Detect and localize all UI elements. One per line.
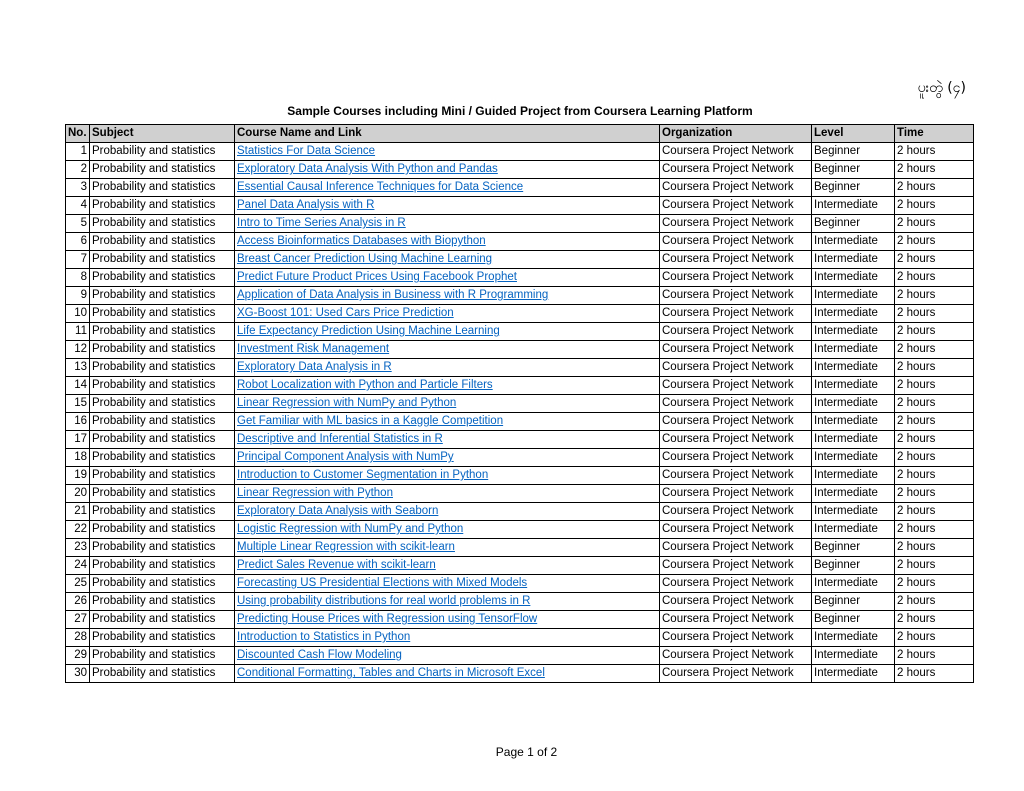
row-organization: Coursera Project Network [660,377,812,395]
row-course-link[interactable]: Linear Regression with NumPy and Python [237,397,457,409]
row-level: Intermediate [812,305,895,323]
row-organization: Coursera Project Network [660,413,812,431]
row-level: Intermediate [812,485,895,503]
row-number: 13 [66,359,90,377]
row-time: 2 hours [895,539,974,557]
row-time: 2 hours [895,341,974,359]
row-time: 2 hours [895,395,974,413]
row-level: Intermediate [812,665,895,683]
row-course-link[interactable]: Robot Localization with Python and Particle Filters [237,379,493,391]
row-time: 2 hours [895,251,974,269]
row-subject: Probability and statistics [90,503,235,521]
row-organization: Coursera Project Network [660,647,812,665]
row-time: 2 hours [895,467,974,485]
row-organization: Coursera Project Network [660,503,812,521]
row-course-cell [235,269,660,287]
row-course-cell [235,611,660,629]
table-row [66,647,974,665]
row-subject: Probability and statistics [90,647,235,665]
row-number: 19 [66,467,90,485]
row-level: Intermediate [812,341,895,359]
row-course-cell [235,449,660,467]
row-level: Intermediate [812,269,895,287]
table-row [66,593,974,611]
table-row [66,503,974,521]
row-course-cell [235,161,660,179]
row-course-link[interactable]: Using probability distributions for real world problems in R [237,595,531,607]
table-row [66,611,974,629]
row-subject: Probability and statistics [90,305,235,323]
row-level: Intermediate [812,521,895,539]
table-row [66,521,974,539]
table-row [66,359,974,377]
row-time: 2 hours [895,557,974,575]
row-organization: Coursera Project Network [660,521,812,539]
row-course-link[interactable]: Investment Risk Management [237,343,390,355]
row-course-cell [235,179,660,197]
page-number: Page 1 of 2 [495,745,558,759]
row-subject: Probability and statistics [90,611,235,629]
row-course-link[interactable]: Exploratory Data Analysis with Seaborn [237,505,439,517]
row-organization: Coursera Project Network [660,341,812,359]
row-course-cell [235,215,660,233]
row-subject: Probability and statistics [90,287,235,305]
row-number: 23 [66,539,90,557]
row-time: 2 hours [895,431,974,449]
row-organization: Coursera Project Network [660,179,812,197]
table-row [66,197,974,215]
row-course-cell [235,359,660,377]
table-row [66,143,974,161]
courses-table [65,124,974,683]
row-organization: Coursera Project Network [660,575,812,593]
row-number: 8 [66,269,90,287]
row-subject: Probability and statistics [90,215,235,233]
table-row [66,557,974,575]
table-row [66,467,974,485]
row-time: 2 hours [895,593,974,611]
row-course-cell [235,377,660,395]
row-number: 1 [66,143,90,161]
row-subject: Probability and statistics [90,197,235,215]
row-time: 2 hours [895,575,974,593]
col-header-time: Time [895,125,974,143]
row-subject: Probability and statistics [90,575,235,593]
row-course-cell [235,647,660,665]
row-level: Intermediate [812,359,895,377]
row-course-link[interactable]: Descriptive and Inferential Statistics in R [237,433,443,445]
row-organization: Coursera Project Network [660,665,812,683]
table-row [66,413,974,431]
row-course-cell [235,503,660,521]
row-time: 2 hours [895,197,974,215]
row-number: 5 [66,215,90,233]
row-time: 2 hours [895,359,974,377]
row-organization: Coursera Project Network [660,359,812,377]
row-level: Beginner [812,557,895,575]
table-row [66,575,974,593]
row-level: Intermediate [812,629,895,647]
row-level: Beginner [812,215,895,233]
row-course-link[interactable]: Life Expectancy Prediction Using Machine Learning [237,325,500,337]
row-level: Intermediate [812,233,895,251]
row-organization: Coursera Project Network [660,449,812,467]
row-level: Intermediate [812,287,895,305]
row-organization: Coursera Project Network [660,143,812,161]
row-level: Intermediate [812,467,895,485]
row-organization: Coursera Project Network [660,467,812,485]
row-course-link[interactable]: Linear Regression with Python [237,487,393,499]
row-level: Intermediate [812,395,895,413]
row-course-cell [235,485,660,503]
row-level: Intermediate [812,323,895,341]
row-time: 2 hours [895,647,974,665]
row-course-cell [235,233,660,251]
row-level: Beginner [812,611,895,629]
row-course-link[interactable]: Statistics For Data Science [237,145,376,157]
row-subject: Probability and statistics [90,449,235,467]
table-row [66,629,974,647]
row-number: 28 [66,629,90,647]
row-course-cell [235,305,660,323]
col-header-course: Course Name and Link [235,125,660,143]
row-course-cell [235,251,660,269]
row-level: Beginner [812,179,895,197]
row-number: 15 [66,395,90,413]
row-subject: Probability and statistics [90,485,235,503]
row-level: Intermediate [812,251,895,269]
row-course-cell [235,143,660,161]
row-course-link[interactable]: Principal Component Analysis with NumPy [237,451,454,463]
table-row [66,377,974,395]
row-subject: Probability and statistics [90,431,235,449]
row-level: Intermediate [812,197,895,215]
row-number: 29 [66,647,90,665]
row-level: Beginner [812,161,895,179]
row-course-link[interactable]: XG-Boost 101: Used Cars Price Prediction [237,307,454,319]
row-time: 2 hours [895,485,974,503]
row-course-cell [235,197,660,215]
table-row [66,287,974,305]
row-number: 4 [66,197,90,215]
row-number: 14 [66,377,90,395]
row-number: 12 [66,341,90,359]
row-subject: Probability and statistics [90,521,235,539]
row-time: 2 hours [895,179,974,197]
row-time: 2 hours [895,269,974,287]
row-organization: Coursera Project Network [660,233,812,251]
row-time: 2 hours [895,287,974,305]
row-number: 16 [66,413,90,431]
row-course-cell [235,593,660,611]
row-subject: Probability and statistics [90,341,235,359]
row-course-cell [235,467,660,485]
table-row [66,341,974,359]
row-time: 2 hours [895,413,974,431]
row-time: 2 hours [895,305,974,323]
row-course-cell [235,431,660,449]
row-course-link[interactable]: Conditional Formatting, Tables and Charts in Microsoft Excel [237,667,545,679]
row-course-cell [235,539,660,557]
row-level: Beginner [812,539,895,557]
row-course-cell [235,287,660,305]
table-row [66,251,974,269]
row-course-link[interactable]: Access Bioinformatics Databases with Biopython [237,235,486,247]
row-course-link[interactable]: Discounted Cash Flow Modeling [237,649,402,661]
table-row [66,395,974,413]
row-number: 22 [66,521,90,539]
col-header-level: Level [812,125,895,143]
row-time: 2 hours [895,143,974,161]
row-organization: Coursera Project Network [660,269,812,287]
row-subject: Probability and statistics [90,539,235,557]
row-organization: Coursera Project Network [660,197,812,215]
col-header-subject: Subject [90,125,235,143]
col-header-organization: Organization [660,125,812,143]
table-row [66,485,974,503]
row-time: 2 hours [895,377,974,395]
row-number: 11 [66,323,90,341]
row-level: Intermediate [812,647,895,665]
row-course-link[interactable]: Predict Sales Revenue with scikit-learn [237,559,436,571]
row-number: 30 [66,665,90,683]
table-row [66,665,974,683]
row-number: 20 [66,485,90,503]
table-row [66,431,974,449]
row-course-link[interactable]: Introduction to Statistics in Python [237,631,411,643]
row-course-cell [235,323,660,341]
row-subject: Probability and statistics [90,413,235,431]
row-course-cell [235,629,660,647]
row-level: Beginner [812,593,895,611]
table-row [66,449,974,467]
row-course-cell [235,557,660,575]
row-organization: Coursera Project Network [660,251,812,269]
row-number: 6 [66,233,90,251]
row-course-cell [235,395,660,413]
row-time: 2 hours [895,449,974,467]
table-row [66,305,974,323]
table-row [66,179,974,197]
row-organization: Coursera Project Network [660,431,812,449]
row-subject: Probability and statistics [90,143,235,161]
col-header-no: No. [66,125,90,143]
annex-label: ပူးတွဲ (၄) [917,80,966,96]
table-row [66,233,974,251]
row-organization: Coursera Project Network [660,539,812,557]
row-organization: Coursera Project Network [660,485,812,503]
row-number: 3 [66,179,90,197]
table-row [66,215,974,233]
row-subject: Probability and statistics [90,665,235,683]
row-time: 2 hours [895,665,974,683]
row-subject: Probability and statistics [90,467,235,485]
row-number: 21 [66,503,90,521]
row-subject: Probability and statistics [90,251,235,269]
row-subject: Probability and statistics [90,377,235,395]
row-level: Beginner [812,143,895,161]
row-course-cell [235,521,660,539]
row-course-link[interactable]: Exploratory Data Analysis With Python and Pandas [237,163,498,175]
row-course-link[interactable]: Intro to Time Series Analysis in R [237,217,406,229]
row-level: Intermediate [812,413,895,431]
row-time: 2 hours [895,161,974,179]
row-organization: Coursera Project Network [660,215,812,233]
row-subject: Probability and statistics [90,557,235,575]
row-subject: Probability and statistics [90,323,235,341]
row-level: Intermediate [812,377,895,395]
row-time: 2 hours [895,503,974,521]
row-number: 27 [66,611,90,629]
row-time: 2 hours [895,521,974,539]
row-level: Intermediate [812,449,895,467]
row-number: 9 [66,287,90,305]
row-subject: Probability and statistics [90,269,235,287]
row-organization: Coursera Project Network [660,629,812,647]
row-organization: Coursera Project Network [660,557,812,575]
row-course-link[interactable]: Exploratory Data Analysis in R [237,361,392,373]
row-number: 17 [66,431,90,449]
row-course-link[interactable]: Breast Cancer Prediction Using Machine Learning [237,253,493,265]
row-course-link[interactable]: Get Familiar with ML basics in a Kaggle Competition [237,415,504,427]
row-organization: Coursera Project Network [660,305,812,323]
row-course-link[interactable]: Logistic Regression with NumPy and Python [237,523,464,535]
row-course-link[interactable]: Panel Data Analysis with R [237,199,375,211]
row-subject: Probability and statistics [90,233,235,251]
row-level: Intermediate [812,575,895,593]
table-row [66,539,974,557]
row-subject: Probability and statistics [90,179,235,197]
row-course-link[interactable]: Application of Data Analysis in Business with R Programming [237,289,549,301]
row-course-link[interactable]: Multiple Linear Regression with scikit-learn [237,541,455,553]
row-time: 2 hours [895,611,974,629]
row-course-cell [235,341,660,359]
table-row [66,269,974,287]
row-organization: Coursera Project Network [660,611,812,629]
row-course-link[interactable]: Introduction to Customer Segmentation in Python [237,469,489,481]
row-organization: Coursera Project Network [660,287,812,305]
row-time: 2 hours [895,233,974,251]
table-row [66,161,974,179]
row-organization: Coursera Project Network [660,323,812,341]
row-number: 7 [66,251,90,269]
row-level: Intermediate [812,503,895,521]
row-number: 26 [66,593,90,611]
row-subject: Probability and statistics [90,359,235,377]
document-title: Sample Courses including Mini / Guided Project from Coursera Learning Platform [287,104,753,118]
row-course-link[interactable]: Predict Future Product Prices Using Facebook Prophet [237,271,517,283]
row-number: 24 [66,557,90,575]
row-number: 2 [66,161,90,179]
row-number: 18 [66,449,90,467]
table-body [66,143,974,683]
row-organization: Coursera Project Network [660,395,812,413]
row-subject: Probability and statistics [90,161,235,179]
row-organization: Coursera Project Network [660,593,812,611]
row-course-cell [235,413,660,431]
row-course-link[interactable]: Predicting House Prices with Regression using TensorFlow [237,613,538,625]
row-number: 25 [66,575,90,593]
row-subject: Probability and statistics [90,593,235,611]
row-organization: Coursera Project Network [660,161,812,179]
table-row [66,323,974,341]
row-number: 10 [66,305,90,323]
row-subject: Probability and statistics [90,629,235,647]
row-time: 2 hours [895,323,974,341]
row-course-link[interactable]: Forecasting US Presidential Elections with Mixed Models [237,577,528,589]
row-time: 2 hours [895,629,974,647]
row-level: Intermediate [812,431,895,449]
row-subject: Probability and statistics [90,395,235,413]
table-header-row [66,125,974,143]
row-time: 2 hours [895,215,974,233]
row-course-link[interactable]: Essential Causal Inference Techniques for Data Science [237,181,524,193]
row-course-cell [235,575,660,593]
row-course-cell [235,665,660,683]
